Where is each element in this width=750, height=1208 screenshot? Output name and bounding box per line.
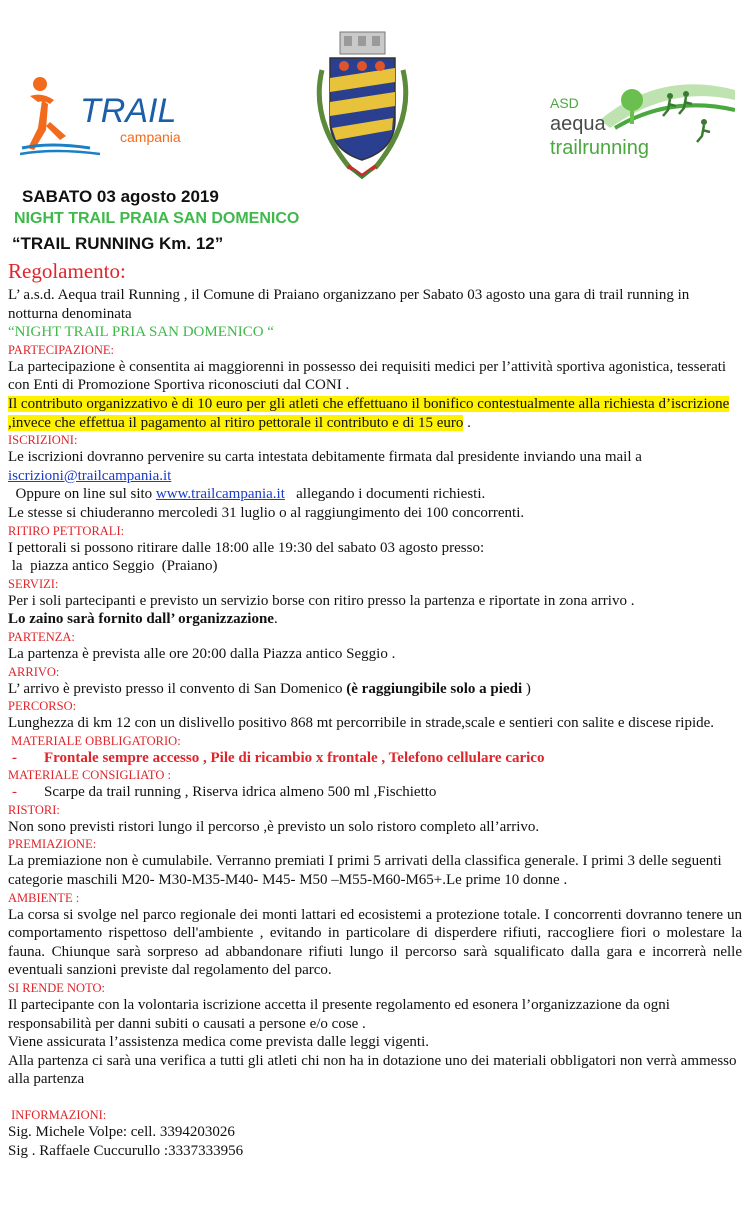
premiazione-text: La premiazione non è cumulabile. Verranno premiati I primi 5 arrivati della classifica generale. I primi 3 delle seguenti categorie maschili M20- M30-M35-M40- M45- M50 –M55-M60-M65+.Le prime 10 donne . bbox=[8, 853, 722, 889]
ambiente-text: La corsa si svolge nel parco regionale dei monti lattari ed ecosistemi a protezione totale. I concorrenti dovranno tenere un comportamento rispettoso dell'ambiente , evitando in particolare di disperdere rifiuti, raccogliere fiori o molestare la fauna. Chiunque sarà sorpreso ad abbandonare rifiuti lungo il percorso sarà squalificato dalla gara e incorrerà nelle eventuali sanzioni previste dal regolamento del parco. bbox=[8, 906, 742, 979]
aequa-line: aequa bbox=[550, 113, 606, 135]
arrivo-bold: (è raggiungibile solo a piedi bbox=[346, 680, 523, 697]
partecipazione-fee bbox=[8, 395, 742, 432]
section-ambiente-title: AMBIENTE : bbox=[8, 890, 80, 905]
section-note-title: SI RENDE NOTO: bbox=[8, 981, 105, 996]
obbligatorio-dash: - bbox=[12, 749, 17, 766]
online-post: allegando i documenti richiesti. bbox=[284, 486, 486, 503]
trail-campania-logo bbox=[20, 70, 210, 160]
contact-cuccurullo: Sig . Raffaele Cuccurullo :3337333956 bbox=[8, 1142, 244, 1159]
iscrizioni-text: Le iscrizioni dovranno pervenire su carta intestata debitamente firmata dal presidente inviando una mail a bbox=[8, 449, 642, 466]
intro-text: L’ a.s.d. Aequa trail Running , il Comune di Praiano organizzano per Sabato 03 agosto una gara di trail running in notturna denominata bbox=[8, 287, 690, 322]
percorso-text: Lunghezza di km 12 con un dislivello positivo 868 mt percorribile in strade,scale e sentieri con salite e discese ripide. bbox=[8, 715, 715, 732]
race-title: “TRAIL RUNNING Km. 12” bbox=[12, 234, 224, 253]
trailrunning-line: trailrunning bbox=[550, 137, 649, 159]
section-obbligatorio-title: MATERIALE OBBLIGATORIO: bbox=[8, 733, 181, 748]
note-text2: Viene assicurata l’assistenza medica come prevista dalle leggi vigenti. bbox=[8, 1034, 430, 1051]
contact-volpe: Sig. Michele Volpe: cell. 3394203026 bbox=[8, 1124, 235, 1140]
section-informazioni-title: INFORMAZIONI: bbox=[8, 1108, 107, 1122]
trail-logo-sub: campania bbox=[120, 129, 181, 145]
consigliato-dash: - bbox=[12, 784, 17, 801]
event-name: NIGHT TRAIL PRAIA SAN DOMENICO bbox=[14, 210, 300, 227]
regulation-body bbox=[8, 286, 742, 1160]
iscrizioni-close: Le stesse si chiuderanno mercoledi 31 luglio o al raggiungimento dei 100 concorrenti. bbox=[8, 504, 525, 521]
municipal-crest-logo bbox=[300, 30, 425, 180]
arrivo-text: L’ arrivo è previsto presso il convento di San Domenico bbox=[8, 680, 347, 697]
event-date: SABATO 03 agosto 2019 bbox=[22, 187, 219, 206]
iscrizioni-email-link[interactable]: iscrizioni@trailcampania.it bbox=[8, 467, 172, 484]
site-link[interactable]: www.trailcampania.it bbox=[155, 486, 285, 503]
section-partecipazione-title: PARTECIPAZIONE: bbox=[8, 342, 114, 357]
trail-logo-word: TRAIL bbox=[80, 92, 177, 130]
section-percorso-title: PERCORSO: bbox=[8, 699, 77, 714]
spacer bbox=[8, 1089, 742, 1107]
asd-line: ASD bbox=[550, 95, 579, 111]
asd-aequa-logo bbox=[520, 50, 735, 170]
ristori-text: Non sono previsti ristori lungo il percorso ,è previsto un solo ristoro completo all’arrivo. bbox=[8, 818, 540, 835]
obbligatorio-text: Frontale sempre accesso , Pile di ricambio x frontale , Telefono cellulare carico bbox=[44, 749, 545, 766]
arrivo-after: ) bbox=[522, 680, 531, 697]
section-ristori-title: RISTORI: bbox=[8, 802, 60, 817]
section-iscrizioni-title: ISCRIZIONI: bbox=[8, 433, 78, 448]
ritiro-text1: I pettorali si possono ritirare dalle 18:00 alle 19:30 del sabato 03 agosto presso: bbox=[8, 539, 485, 556]
fee-after: . bbox=[463, 414, 471, 431]
intro-event-name: “NIGHT TRAIL PRIA SAN DOMENICO “ bbox=[8, 324, 274, 341]
ritiro-text2: la piazza antico Seggio (Praiano) bbox=[8, 558, 218, 575]
consigliato-text: Scarpe da trail running , Riserva idrica almeno 500 ml ,Fischietto bbox=[44, 784, 437, 801]
section-consigliato-title: MATERIALE CONSIGLIATO : bbox=[8, 768, 171, 783]
partecipazione-text: La partecipazione è consentita ai maggiorenni in possesso dei requisiti medici per l’attività sportiva agonistica, tesserati con Enti di Promozione Sportiva riconosciuti dal CONI . bbox=[8, 358, 727, 394]
logo-bar bbox=[0, 0, 750, 185]
section-arrivo-title: ARRIVO: bbox=[8, 664, 60, 679]
section-ritiro-title: RITIRO PETTORALI: bbox=[8, 523, 125, 538]
servizi-bold: Lo zaino sarà fornito dall’ organizzazione bbox=[8, 611, 274, 628]
note-text3: Alla partenza ci sarà una verifica a tutti gli atleti chi non ha in dotazione uno dei materiali obbligatori non verrà ammesso alla partenza bbox=[8, 1052, 737, 1088]
servizi-text: Per i soli partecipanti e previsto un servizio borse con ritiro presso la partenza e riportate in zona arrivo . bbox=[8, 592, 635, 609]
regolamento-heading: Regolamento: bbox=[8, 259, 126, 283]
section-servizi-title: SERVIZI: bbox=[8, 576, 59, 591]
fee-highlight: Il contributo organizzativo è di 10 euro per gli atleti che effettuano il bonifico contestualmente alla richiesta d’iscrizione ,invece che effettua il pagamento al ritiro pettorale il contributo e di 15 euro bbox=[8, 395, 730, 431]
online-pre: Oppure on line sul sito bbox=[8, 486, 156, 503]
section-premiazione-title: PREMIAZIONE: bbox=[8, 837, 97, 852]
iscrizioni-online bbox=[8, 485, 742, 504]
section-partenza-title: PARTENZA: bbox=[8, 629, 75, 644]
partenza-text: La partenza è prevista alle ore 20:00 dalla Piazza antico Seggio . bbox=[8, 645, 396, 662]
servizi-bold-after: . bbox=[273, 611, 278, 628]
note-text1: Il partecipante con la volontaria iscrizione accetta il presente regolamento ed esonera l’organizzazione da ogni responsabilità per danni subiti o causati a persone e/o cose . bbox=[8, 997, 670, 1032]
